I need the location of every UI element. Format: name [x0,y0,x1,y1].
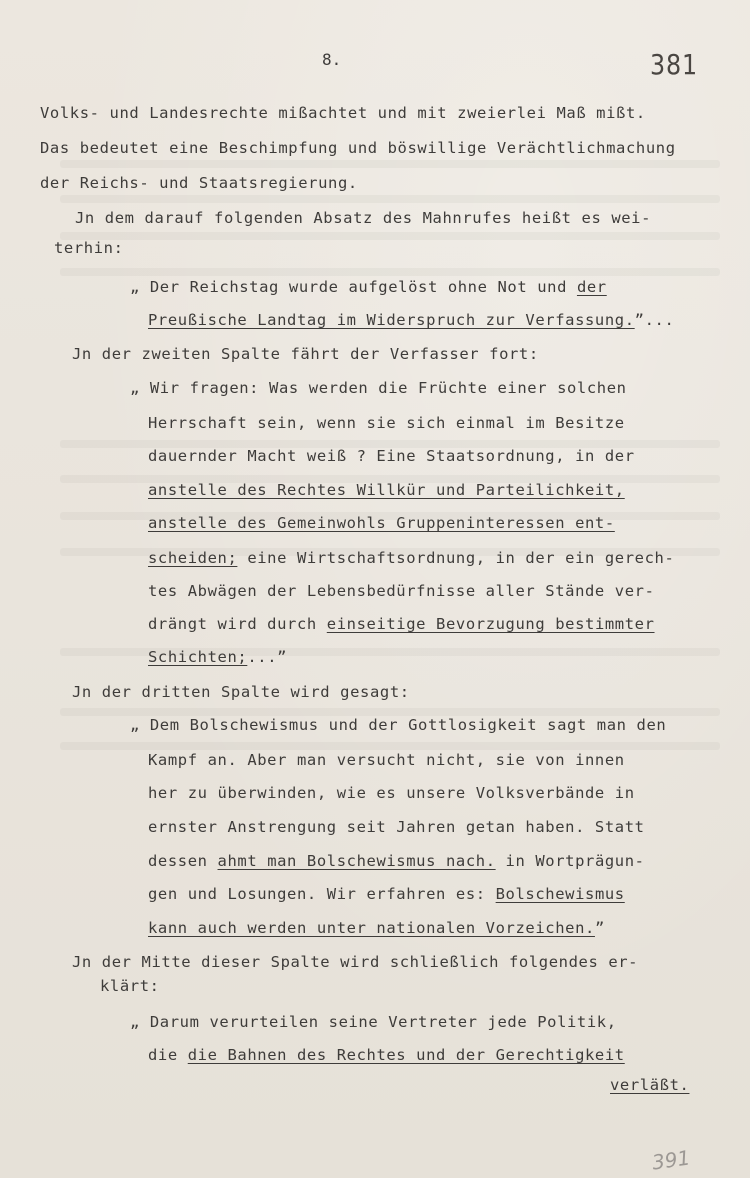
bleed-through [60,742,720,750]
underlined-text: kann auch werden unter nationalen Vorzeichen. [148,919,595,937]
text-line: terhin: [54,239,124,257]
bleed-through [60,160,720,168]
quote-text: drängt wird durch [148,615,327,633]
quote-line: „ Darum verurteilen seine Vertreter jede Politik, [130,1013,617,1031]
text-line: Jn der Mitte dieser Spalte wird schließlich folgendes er- [72,953,639,971]
quote-text: ”... [634,311,675,329]
quote-line: Herrschaft sein, wenn sie sich einmal im Besitze [148,414,625,432]
quote-line: Kampf an. Aber man versucht nicht, sie von innen [148,751,625,769]
text-line: der Reichs- und Staatsregierung. [40,174,358,192]
quote-line [148,480,625,500]
quote-line [148,310,674,330]
quote-line [130,277,607,297]
bleed-through [60,195,720,203]
folio-number: 381 [650,48,698,81]
quote-line [148,918,605,938]
bleed-through [60,232,720,240]
quote-line [148,513,615,533]
quote-text: die [148,1046,188,1064]
text-line: Jn dem darauf folgenden Absatz des Mahnrufes heißt es wei- [75,209,652,227]
underlined-text: einseitige Bevorzugung bestimmter [326,615,655,633]
quote-text: gen und Losungen. Wir erfahren es: [148,885,496,903]
text-line: Das bedeutet eine Beschimpfung und böswillige Verächtlichmachung [40,139,676,157]
text-line: Jn der dritten Spalte wird gesagt: [72,683,410,701]
quote-line: ernster Anstrengung seit Jahren getan haben. Statt [148,818,645,836]
underlined-text: ahmt man Bolschewismus nach. [217,852,496,870]
underlined-text: scheiden; [148,549,238,567]
quote-line: „ Dem Bolschewismus und der Gottlosigkeit sagt man den [130,716,667,734]
quote-line [148,1045,625,1065]
quote-line [148,884,625,904]
page-number: 8. [322,50,342,69]
quote-line [148,614,655,634]
quote-text: „ Der Reichstag wurde aufgelöst ohne Not und [130,278,577,296]
quote-line: tes Abwägen der Lebensbedürfnisse aller Stände ver- [148,582,655,600]
quote-text: eine Wirtschaftsordnung, in der ein gerech- [237,549,675,567]
quote-text: ...” [247,648,288,666]
underlined-text: anstelle des Gemeinwohls Gruppeninteressen ent- [148,514,615,532]
text-line: klärt: [100,977,160,995]
underlined-text: der [576,278,607,296]
quote-text: ” [594,919,605,937]
text-line: Volks- und Landesrechte mißachtet und mit zweierlei Maß mißt. [40,104,646,122]
quote-text: dessen [148,852,218,870]
underlined-text: die Bahnen des Rechtes und der Gerechtigkeit [187,1046,625,1064]
underlined-text: Schichten; [148,648,248,666]
quote-line: „ Wir fragen: Was werden die Früchte einer solchen [130,379,627,397]
archive-page-stamp: 391 [650,1145,692,1175]
quote-line [148,548,674,568]
quote-line [610,1075,689,1095]
underlined-text: verläßt. [610,1076,690,1094]
underlined-text: Bolschewismus [495,885,625,903]
quote-text: in Wortprägun- [495,852,645,870]
underlined-text: anstelle des Rechtes Willkür und Parteilichkeit, [148,481,625,499]
quote-line [148,851,645,871]
quote-line: her zu überwinden, wie es unsere Volksverbände in [148,784,635,802]
bleed-through [60,268,720,276]
quote-line: dauernder Macht weiß ? Eine Staatsordnung, in der [148,447,635,465]
quote-line [148,647,287,667]
underlined-text: Preußische Landtag im Widerspruch zur Verfassung. [148,311,635,329]
text-line: Jn der zweiten Spalte fährt der Verfasser fort: [72,345,539,363]
